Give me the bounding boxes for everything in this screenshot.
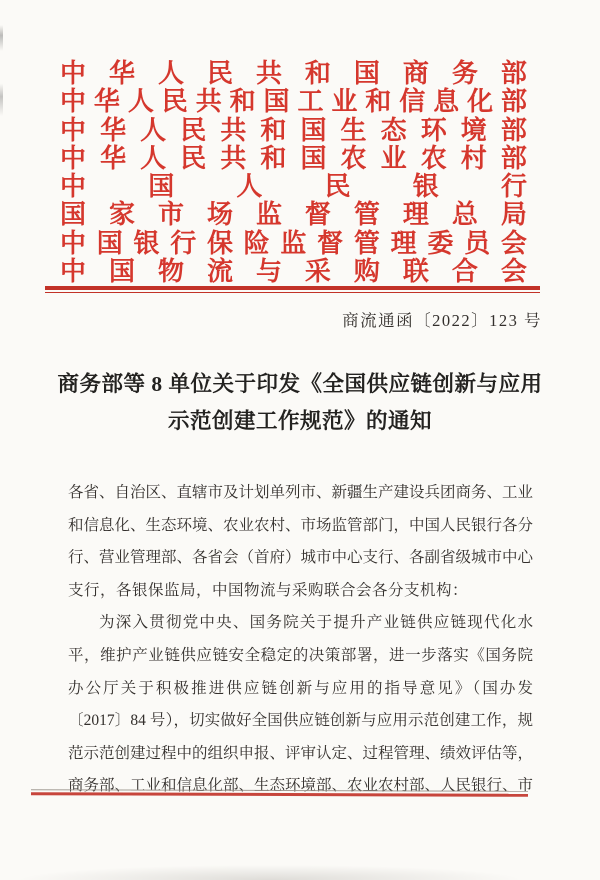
letterhead-char: 监	[280, 228, 307, 258]
letterhead-char: 共	[255, 59, 282, 88]
letterhead-char: 督	[304, 200, 331, 230]
body-line: 平，维护产业链供应链安全稳定的决策部署，进一步落实《国务院	[68, 646, 533, 664]
letterhead-char: 部	[500, 59, 527, 88]
letterhead-char: 化	[467, 87, 494, 117]
letterhead-char: 息	[433, 87, 460, 117]
letterhead-char: 国	[60, 200, 87, 230]
letterhead-char: 会	[500, 257, 527, 287]
letterhead-line	[60, 88, 527, 116]
letterhead	[60, 60, 527, 286]
letterhead-line	[60, 117, 527, 145]
letterhead-char: 共	[220, 143, 247, 173]
letterhead-char: 部	[500, 87, 527, 117]
letterhead-char: 与	[255, 257, 282, 287]
letterhead-char: 委	[427, 228, 454, 258]
letterhead-char: 购	[353, 257, 380, 287]
letterhead-char: 和	[260, 143, 287, 173]
letterhead-char: 国	[300, 115, 327, 145]
letterhead-char: 合	[451, 257, 478, 287]
letterhead-divider-rule	[45, 286, 540, 293]
letterhead-char: 管	[353, 228, 380, 258]
letterhead-char: 共	[195, 87, 222, 117]
letterhead-char: 和	[229, 87, 256, 117]
letterhead-char: 场	[206, 200, 233, 230]
letterhead-char: 华	[93, 87, 120, 117]
letterhead-char: 业	[380, 143, 407, 173]
letterhead-char: 中	[60, 228, 87, 258]
letterhead-char: 国	[148, 172, 175, 202]
document-title-line-1: 商务部等 8 单位关于印发《全国供应链创新与应用	[57, 372, 543, 396]
letterhead-line	[60, 230, 527, 258]
letterhead-char: 生	[340, 115, 367, 145]
letterhead-char: 商	[402, 59, 429, 88]
letterhead-char: 境	[460, 115, 487, 145]
letterhead-char: 环	[420, 115, 447, 145]
letterhead-char: 民	[180, 115, 207, 145]
letterhead-char: 行	[170, 228, 197, 258]
letterhead-char: 监	[255, 200, 282, 230]
letterhead-char: 人	[127, 87, 154, 117]
letterhead-char: 和	[304, 59, 331, 88]
letterhead-char: 民	[180, 143, 207, 173]
page-bottom-shadow	[0, 862, 600, 880]
letterhead-char: 务	[451, 59, 478, 88]
letterhead-char: 信	[399, 87, 426, 117]
document-number: 商流通函〔2022〕123 号	[342, 311, 542, 330]
letterhead-char: 村	[460, 143, 487, 173]
letterhead-char: 国	[263, 87, 290, 117]
letterhead-char: 联	[402, 257, 429, 287]
letterhead-char: 行	[500, 172, 527, 202]
letterhead-char: 理	[402, 200, 429, 230]
body-line: 各省、自治区、直辖市及计划单列市、新疆生产建设兵团商务、工业	[68, 484, 533, 501]
body-line: 〔2017〕84 号），切实做好全国供应链创新与应用示范创建工作，规	[68, 712, 533, 730]
letterhead-char: 国	[108, 257, 135, 287]
letterhead-char: 华	[108, 59, 135, 88]
letterhead-char: 家	[108, 200, 135, 230]
letterhead-char: 民	[324, 172, 351, 202]
letterhead-char: 中	[60, 87, 87, 117]
letterhead-char: 中	[60, 143, 87, 173]
document-title	[40, 366, 560, 439]
letterhead-char: 和	[365, 87, 392, 117]
letterhead-char: 部	[500, 143, 527, 173]
letterhead-char: 人	[157, 59, 184, 88]
body-line: 为深入贯彻党中央、国务院关于提升产业链供应链现代化水	[99, 614, 533, 632]
letterhead-char: 农	[340, 143, 367, 173]
letterhead-line	[60, 60, 527, 88]
letterhead-char: 理	[390, 228, 417, 258]
letterhead-char: 共	[220, 115, 247, 145]
letterhead-char: 保	[206, 228, 233, 258]
letterhead-char: 农	[420, 143, 447, 173]
letterhead-char: 国	[353, 59, 380, 88]
letterhead-char: 民	[206, 59, 233, 88]
letterhead-char: 工	[297, 87, 324, 117]
document-body	[68, 477, 533, 803]
letterhead-char: 人	[236, 172, 263, 202]
letterhead-line	[60, 201, 527, 229]
body-line: 商务部、工业和信息化部、生态环境部、农业农村部、人民银行、市	[68, 777, 533, 795]
letterhead-line	[60, 173, 527, 201]
letterhead-char: 人	[140, 115, 167, 145]
letterhead-char: 华	[100, 143, 127, 173]
letterhead-char: 华	[100, 115, 127, 145]
letterhead-char: 银	[412, 172, 439, 202]
letterhead-char: 管	[353, 200, 380, 230]
letterhead-char: 局	[500, 200, 527, 230]
letterhead-char: 会	[500, 228, 527, 258]
letterhead-char: 国	[96, 228, 123, 258]
letterhead-char: 督	[317, 228, 344, 258]
letterhead-char: 总	[451, 200, 478, 230]
letterhead-char: 市	[157, 200, 184, 230]
letterhead-char: 中	[60, 257, 87, 287]
body-line: 支行，各银保监局，中国物流与采购联合会各分支机构：	[68, 581, 469, 599]
letterhead-line	[60, 145, 527, 173]
letterhead-line	[60, 258, 527, 286]
letterhead-char: 民	[161, 87, 188, 117]
body-line: 和信息化、生态环境、农业农村、市场监管部门，中国人民银行各分	[68, 516, 533, 534]
letterhead-char: 人	[140, 143, 167, 173]
letterhead-char: 业	[331, 87, 358, 117]
letterhead-char: 采	[304, 257, 331, 287]
letterhead-char: 员	[464, 228, 491, 258]
letterhead-char: 银	[133, 228, 160, 258]
letterhead-char: 态	[380, 115, 407, 145]
letterhead-char: 中	[60, 172, 87, 202]
scan-edge-artifact	[0, 25, 3, 155]
body-line: 办公厅关于积极推进供应链创新与应用的指导意见》（国办发	[68, 679, 533, 697]
letterhead-char: 部	[500, 115, 527, 145]
letterhead-char: 险	[243, 228, 270, 258]
document-title-line-2: 示范创建工作规范》的通知	[167, 408, 432, 433]
letterhead-char: 物	[157, 257, 184, 287]
letterhead-char: 和	[260, 115, 287, 145]
body-line: 范示范创建过程中的组织申报、评审认定、过程管理、绩效评估等，	[68, 744, 533, 762]
letterhead-char: 中	[60, 59, 87, 88]
letterhead-char: 流	[206, 257, 233, 287]
body-line: 行、营业管理部、各省会（首府）城市中心支行、各副省级城市中心	[68, 549, 533, 567]
letterhead-char: 国	[300, 143, 327, 173]
letterhead-char: 中	[60, 115, 87, 145]
